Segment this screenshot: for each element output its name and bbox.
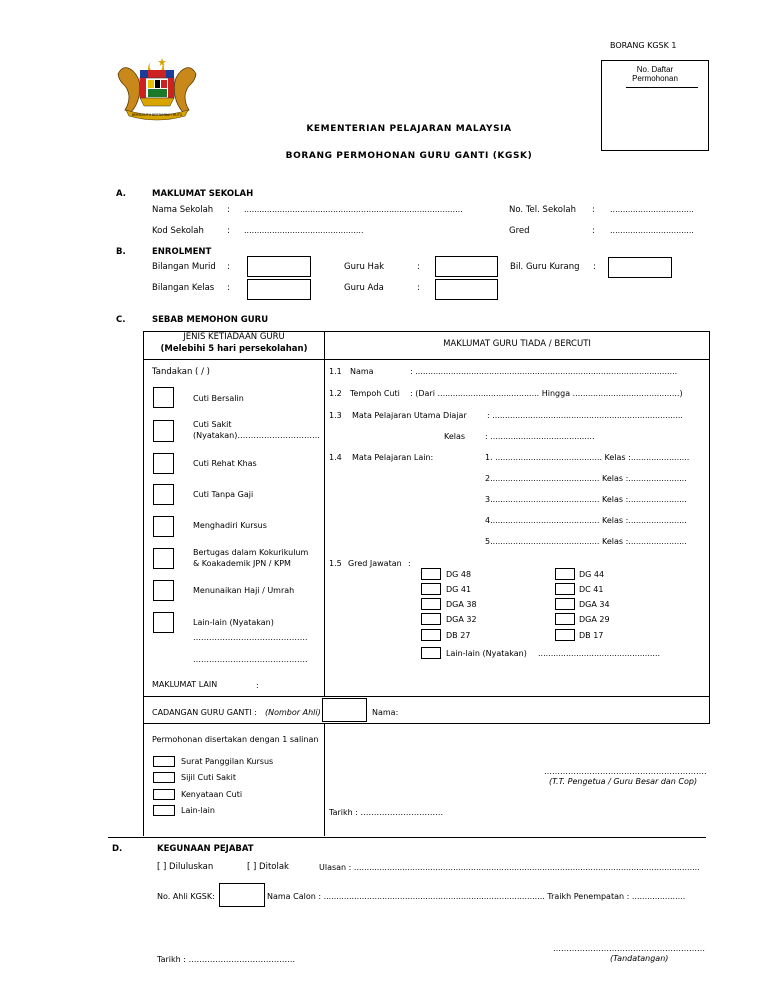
tempoh-cuti-field[interactable]: : (Dari ........................................ Hingga ..........................................) <box>410 389 683 398</box>
dga32-checkbox[interactable] <box>421 613 441 625</box>
maklumat-lain-label: MAKLUMAT LAIN <box>152 680 218 689</box>
attachment-label: Kenyataan Cuti <box>181 790 243 799</box>
no-ahli-kgsk-label: No. Ahli KGSK: <box>157 892 215 901</box>
f13-num: 1.3 <box>329 411 342 420</box>
diluluskan-option[interactable]: [ ] Diluluskan <box>157 862 214 872</box>
malaysia-crest-logo <box>112 54 202 122</box>
grade-label: DB 17 <box>579 631 604 640</box>
dc41-checkbox[interactable] <box>555 583 575 595</box>
no-ahli-kgsk-input[interactable] <box>219 883 265 907</box>
grade-label: DG 41 <box>446 585 472 594</box>
colon: : <box>408 559 411 568</box>
lain-lain-line-2[interactable]: ……………………………………. <box>193 655 308 664</box>
bilangan-murid-label: Bilangan Murid <box>152 262 216 272</box>
grade-label: DB 27 <box>446 631 471 640</box>
colon: : <box>227 226 230 236</box>
cuti-sakit-checkbox[interactable] <box>153 420 174 442</box>
nombor-ahli-input[interactable] <box>322 698 367 722</box>
colon: : <box>417 262 420 272</box>
col-jenis-subheader: (Melebihi 5 hari persekolahan) <box>160 344 308 354</box>
kokurikulum-label: Bertugas dalam Kokurikulum <box>193 548 309 557</box>
mp-lain-line[interactable]: 2........................................... Kelas :....................... <box>485 474 687 483</box>
bil-guru-kurang-input[interactable] <box>608 257 672 278</box>
koakademik-label: & Koakademik JPN / KPM <box>193 559 291 568</box>
ministry-title: KEMENTERIAN PELAJARAN MALAYSIA <box>306 124 512 134</box>
attachment-label: Sijil Cuti Sakit <box>181 773 237 782</box>
kelas-field[interactable]: : ......................................... <box>485 432 595 441</box>
section-c-letter: C. <box>116 315 126 325</box>
form-code: BORANG KGSK 1 <box>610 41 677 50</box>
guru-ada-input[interactable] <box>435 279 498 300</box>
bil-guru-kurang-label: Bil. Guru Kurang <box>510 262 580 272</box>
mp-lain-line[interactable]: 5........................................... Kelas :....................... <box>485 537 687 546</box>
menghadiri-kursus-label: Menghadiri Kursus <box>193 521 267 530</box>
haji-umrah-checkbox[interactable] <box>153 580 174 601</box>
cadangan-label: CADANGAN GURU GANTI : <box>152 708 257 717</box>
f14-num: 1.4 <box>329 453 342 462</box>
nama-calon-label: Nama: <box>372 708 399 717</box>
haji-umrah-label: Menunaikan Haji / Umrah <box>193 586 295 595</box>
cuti-sakit-label: Cuti Sakit <box>193 420 232 429</box>
lain-lain-attachment-checkbox[interactable] <box>153 805 175 816</box>
dga29-checkbox[interactable] <box>555 613 575 625</box>
tandatangan-line[interactable]: ………………………………………………… <box>553 944 705 953</box>
nama-sekolah-field[interactable]: ...................................................................................... <box>244 205 463 214</box>
col-jenis-header: JENIS KETIADAAN GURU <box>183 332 285 342</box>
section-b-title: ENROLMENT <box>152 247 212 257</box>
mp-lain-line[interactable]: 1. .......................................... Kelas :....................... <box>485 453 690 462</box>
kod-sekolah-field[interactable]: ............................................... <box>244 226 364 235</box>
cuti-sakit-nyatakan[interactable]: (Nyatakan)…………………………. <box>193 431 320 440</box>
cuti-tanpa-gaji-label: Cuti Tanpa Gaji <box>193 490 254 499</box>
ditolak-option[interactable]: [ ] Ditolak <box>247 862 289 872</box>
dg44-checkbox[interactable] <box>555 568 575 580</box>
colon: : <box>593 262 596 272</box>
col-maklumat-header: MAKLUMAT GURU TIADA / BERCUTI <box>443 339 591 349</box>
grade-label: DG 48 <box>446 570 472 579</box>
grade-lain-field[interactable]: ................................................ <box>538 649 661 658</box>
nombor-ahli-hint: (Nombor Ahli) <box>265 708 321 717</box>
mp-lain-line[interactable]: 3........................................... Kelas :....................... <box>485 495 687 504</box>
f12-num: 1.2 <box>329 389 342 398</box>
table-divider <box>143 723 709 724</box>
mp-utama-label: Mata Pelajaran Utama Diajar <box>352 411 467 420</box>
f11-num: 1.1 <box>329 367 342 376</box>
kod-sekolah-label: Kod Sekolah <box>152 226 204 236</box>
section-c-title: SEBAB MEMOHON GURU <box>152 315 269 325</box>
nama-calon-field[interactable]: Nama Calon : ....................................................................................... Traikh Penempatan : ..................... <box>267 892 686 901</box>
surat-kursus-checkbox[interactable] <box>153 756 175 767</box>
tempoh-cuti-label: Tempoh Cuti <box>350 389 400 398</box>
nama-sekolah-label: Nama Sekolah <box>152 205 214 215</box>
colon: : <box>592 226 595 236</box>
mp-utama-field[interactable]: : ........................................................................... <box>487 411 683 420</box>
bilangan-kelas-input[interactable] <box>247 279 311 300</box>
grade-label: DGA 32 <box>446 615 477 624</box>
grade-lain-label: Lain-lain (Nyatakan) <box>446 649 527 658</box>
gred-label: Gred <box>509 226 530 236</box>
cuti-tanpa-gaji-checkbox[interactable] <box>153 484 174 505</box>
cuti-bersalin-checkbox[interactable] <box>153 387 174 408</box>
guru-hak-input[interactable] <box>435 256 498 277</box>
guru-hak-label: Guru Hak <box>344 262 385 272</box>
grade-label: DGA 29 <box>579 615 610 624</box>
colon: : <box>592 205 595 215</box>
crest-motto: BERSEKUTU BERTAMBAH MUTU <box>131 113 183 117</box>
permohonan-label: Permohonan disertakan dengan 1 salinan <box>152 735 319 744</box>
grade-label: DGA 38 <box>446 600 477 609</box>
f15-num: 1.5 <box>329 559 342 568</box>
tarikh-field[interactable]: Tarikh : …………………………. <box>329 808 444 817</box>
grade-label: DG 44 <box>579 570 605 579</box>
section-d-letter: D. <box>112 844 123 854</box>
dga34-checkbox[interactable] <box>555 598 575 610</box>
cuti-rehat-khas-checkbox[interactable] <box>153 453 174 474</box>
kenyataan-cuti-checkbox[interactable] <box>153 789 175 800</box>
guru-ada-label: Guru Ada <box>344 283 384 293</box>
grade-label: DGA 34 <box>579 600 610 609</box>
section-d-title: KEGUNAAN PEJABAT <box>157 844 254 854</box>
kelas-label: Kelas <box>444 432 466 441</box>
colon: : <box>256 681 259 690</box>
daftar-label: No. Daftar Permohonan <box>632 65 678 84</box>
nama-field[interactable]: : ....................................................................................................... <box>410 367 678 376</box>
tarikh-pejabat-field[interactable]: Tarikh : …………………………………. <box>157 955 296 964</box>
signature-label: (T.T. Pengetua / Guru Besar dan Cop) <box>549 777 698 786</box>
daftar-underline <box>626 87 698 88</box>
mp-lain-label: Mata Pelajaran Lain: <box>352 453 434 462</box>
attachment-label: Lain-lain <box>181 806 215 815</box>
section-b-letter: B. <box>116 247 126 257</box>
form-title: BORANG PERMOHONAN GURU GANTI (KGSK) <box>285 151 533 161</box>
ulasan-field[interactable]: Ulasan : ........................................................................................................................................ <box>319 863 700 872</box>
dg41-checkbox[interactable] <box>421 583 441 595</box>
colon: : <box>227 283 230 293</box>
section-a-title: MAKLUMAT SEKOLAH <box>152 189 254 199</box>
colon: : <box>227 262 230 272</box>
dga38-checkbox[interactable] <box>421 598 441 610</box>
daftar-permohonan-box[interactable] <box>601 60 709 151</box>
no-tel-label: No. Tel. Sekolah <box>509 205 576 215</box>
menghadiri-kursus-checkbox[interactable] <box>153 516 174 537</box>
cuti-bersalin-label: Cuti Bersalin <box>193 394 244 403</box>
colon: : <box>227 205 230 215</box>
gred-jawatan-label: Gred Jawatan <box>348 559 402 568</box>
grade-label: DC 41 <box>579 585 604 594</box>
sijil-cuti-sakit-checkbox[interactable] <box>153 772 175 783</box>
db17-checkbox[interactable] <box>555 629 575 641</box>
lain-lain-checkbox[interactable] <box>153 612 174 633</box>
dg48-checkbox[interactable] <box>421 568 441 580</box>
nama-label: Nama <box>350 367 374 376</box>
attachment-label: Surat Panggilan Kursus <box>181 757 274 766</box>
grade-lain-checkbox[interactable] <box>421 647 441 659</box>
bilangan-murid-input[interactable] <box>247 256 311 277</box>
signature-line[interactable]: ……………………………………………………. <box>544 767 707 776</box>
section-a-letter: A. <box>116 189 126 199</box>
lain-lain-line-1[interactable]: ……………………………………. <box>193 633 308 642</box>
bilangan-kelas-label: Bilangan Kelas <box>152 283 215 293</box>
no-tel-field[interactable]: ................................. <box>610 205 694 214</box>
cuti-rehat-khas-label: Cuti Rehat Khas <box>193 459 257 468</box>
tandatangan-label: (Tandatangan) <box>610 954 669 963</box>
gred-field[interactable]: ................................. <box>610 226 694 235</box>
mp-lain-line[interactable]: 4........................................... Kelas :....................... <box>485 516 687 525</box>
tandakan-label: Tandakan ( / ) <box>152 367 210 377</box>
lain-lain-label: Lain-lain (Nyatakan) <box>193 618 274 627</box>
db27-checkbox[interactable] <box>421 629 441 641</box>
kokurikulum-checkbox[interactable] <box>153 548 174 569</box>
section-d-divider <box>108 837 706 838</box>
colon: : <box>417 283 420 293</box>
